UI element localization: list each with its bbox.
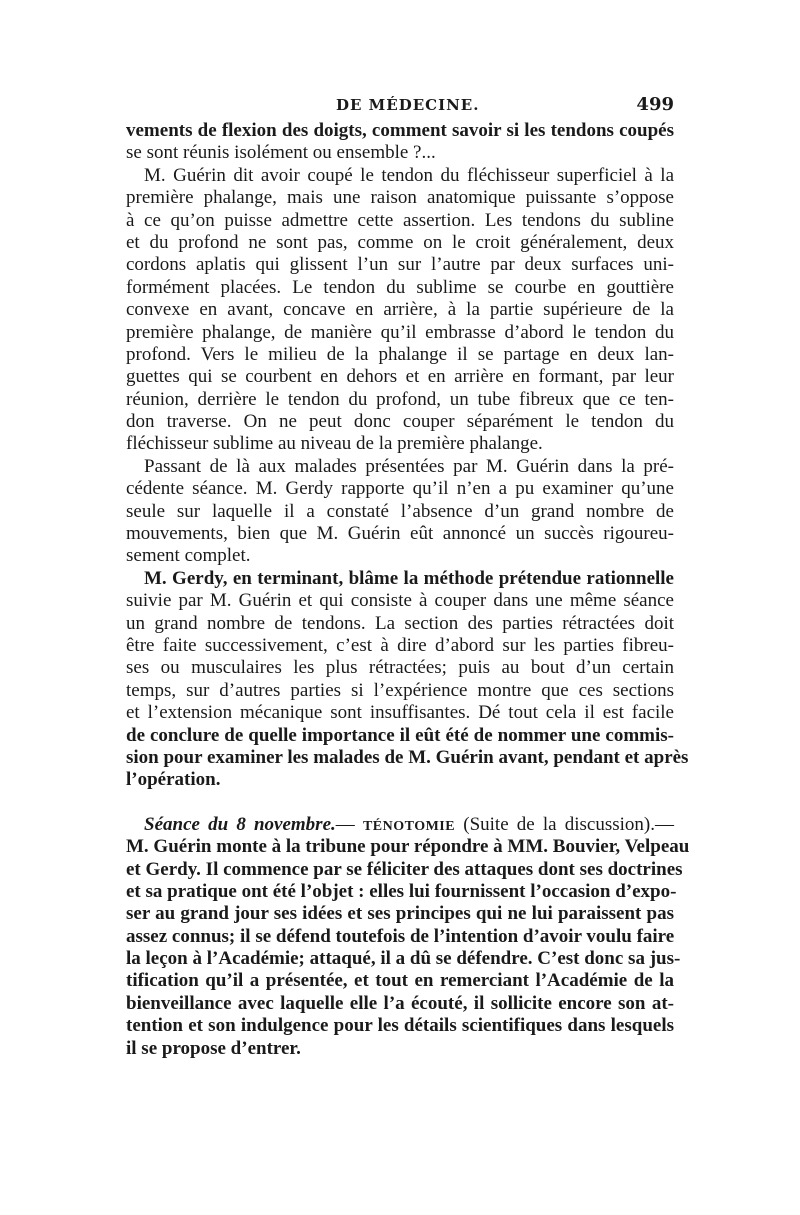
text-line: guettes qui se courbent en dehors et en arrière en formant, par leur bbox=[126, 366, 674, 388]
text-line: et l’extension mécanique sont insuffisantes. Dé tout cela il est facile bbox=[126, 702, 674, 724]
text-line: à ce qu’on puisse admettre cette assertion. Les tendons du subline bbox=[126, 209, 674, 231]
text-line: M. Guérin dit avoir coupé le tendon du fléchisseur superficiel à la bbox=[144, 164, 674, 186]
text-line: don traverse. On ne peut donc couper séparément le tendon du bbox=[126, 411, 674, 433]
text-line: réunion, derrière le tendon du profond, un tube fibreux que ce ten- bbox=[126, 388, 674, 410]
text-line: Passant de là aux malades présentées par M. Guérin dans la pré- bbox=[144, 455, 674, 477]
body-text bbox=[126, 120, 690, 1060]
text-line: sement complet. bbox=[126, 545, 251, 567]
text-line: tention et son indulgence pour les détails scientifiques dans lesquels bbox=[126, 1015, 674, 1037]
heading-dash: — bbox=[335, 813, 363, 835]
text-line: M. Guérin monte à la tribune pour répondre à MM. Bouvier, Velpeau bbox=[126, 836, 690, 858]
text-line: vements de flexion des doigts, comment savoir si les tendons coupés bbox=[126, 120, 674, 141]
text-line: et sa pratique ont été l’objet : elles lui fournissent l’occasion d’expo- bbox=[126, 880, 677, 902]
text-line: seule sur laquelle il a constaté l’absence d’un grand nombre de bbox=[126, 500, 674, 522]
running-title: DE MÉDECINE. bbox=[336, 96, 480, 114]
text-line: première phalange, de manière qu’il embrasse d’abord le tendon du bbox=[126, 321, 674, 343]
paragraph-2 bbox=[126, 165, 674, 456]
text-line: il se propose d’entrer. bbox=[126, 1037, 301, 1059]
text-line: cordons aplatis qui glissent l’un sur l’autre par deux surfaces uni- bbox=[126, 254, 674, 276]
text-line: bienveillance avec laquelle elle l’a écouté, il sollicite encore son at- bbox=[126, 992, 674, 1014]
text-line: assez connus; il se défend toutefois de l’intention d’avoir voulu faire bbox=[126, 925, 675, 947]
text-line: et du profond ne sont pas, comme on le croit généralement, deux bbox=[126, 231, 674, 253]
text-line: se sont réunis isolément ou ensemble ?... bbox=[126, 142, 436, 164]
text-line: formément placées. Le tendon du sublime se courbe en gouttière bbox=[126, 276, 674, 298]
session-topic-rest: (Suite de la discussion).— bbox=[455, 813, 675, 835]
paragraph-4 bbox=[126, 567, 689, 792]
text-line: M. Gerdy, en terminant, blâme la méthode prétendue rationnelle bbox=[144, 567, 674, 589]
running-head bbox=[126, 92, 674, 120]
text-line: temps, sur d’autres parties si l’expérience montre que ces sections bbox=[126, 679, 674, 701]
text-line: suivie par M. Guérin et qui consiste à couper dans une même séance bbox=[126, 590, 674, 612]
session-heading-line bbox=[126, 814, 674, 836]
text-line: convexe en avant, concave en arrière, à la partie supérieure de la bbox=[126, 299, 674, 321]
text-line: un grand nombre de tendons. La section des parties rétractées doit bbox=[126, 612, 674, 634]
text-line: l’opération. bbox=[126, 769, 221, 791]
session-date: Séance du 8 novembre. bbox=[144, 813, 336, 835]
text-line: première phalange, mais une raison anatomique puissante s’oppose bbox=[126, 187, 674, 209]
paragraph-5 bbox=[126, 813, 690, 1060]
text-line: être faite successivement, c’est à dire d’abord sur les parties fibreu- bbox=[126, 634, 674, 656]
text-line: et Gerdy. Il commence par se féliciter des attaques dont ses doctrines bbox=[126, 858, 683, 880]
paragraph-1 bbox=[126, 120, 674, 165]
page-number: 499 bbox=[636, 94, 674, 115]
paragraph-3 bbox=[126, 456, 674, 568]
text-line: mouvements, bien que M. Guérin eût annoncé un succès rigoureu- bbox=[126, 523, 674, 545]
text-line: ses ou musculaires les plus rétractées; puis au bout d’un certain bbox=[126, 657, 674, 679]
text-line: ser au grand jour ses idées et ses principes qui ne lui paraissent pas bbox=[126, 903, 674, 925]
text-line: profond. Vers le milieu de la phalange il se partage en deux lan- bbox=[126, 343, 674, 365]
text-line: tification qu’il a présentée, et tout en remerciant l’Académie de la bbox=[126, 970, 674, 992]
text-line: fléchisseur sublime au niveau de la première phalange. bbox=[126, 433, 543, 455]
session-topic: TÉNOTOMIE bbox=[362, 818, 456, 834]
text-line: la leçon à l’Académie; attaqué, il a dû se défendre. C’est donc sa jus- bbox=[126, 948, 681, 970]
text-line: de conclure de quelle importance il eût été de nommer une commis- bbox=[126, 724, 674, 746]
section-gap bbox=[126, 792, 674, 814]
book-page bbox=[126, 92, 690, 1060]
text-line: cédente séance. M. Gerdy rapporte qu’il n’en a pu examiner qu’une bbox=[126, 478, 674, 500]
text-line: sion pour examiner les malades de M. Guérin avant, pendant et après bbox=[126, 746, 689, 768]
